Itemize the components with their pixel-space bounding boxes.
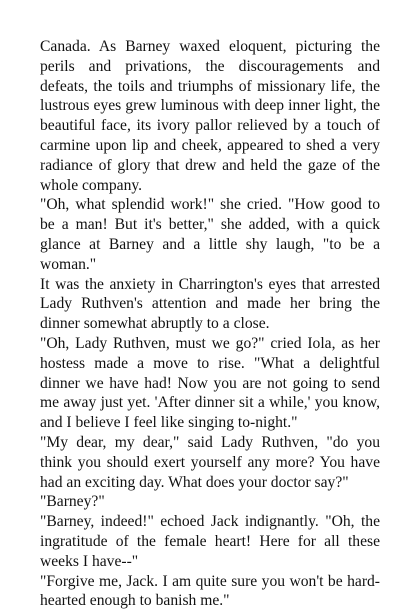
paragraph: "Oh, Lady Ruthven, must we go?" cried Iola, as her hostess made a move to rise. "What a delightful dinner we have had! Now you are not going to send me away just yet. 'After dinner sit a while,' you know, and I believe I feel like singing to-night."	[40, 334, 380, 432]
paragraph: "Barney, indeed!" echoed Jack indignantly. "Oh, the ingratitude of the female heart! Here for all these weeks I have--"	[40, 513, 380, 570]
page-text	[40, 37, 380, 611]
paragraph: Canada. As Barney waxed eloquent, picturing the perils and privations, the discouragements and defeats, the toils and triumphs of missionary life, the lustrous eyes grew luminous with deep inner light, the beautiful face, its ivory pallor relieved by a touch of carmine upon lip and cheek, appeared to shed a very radiance of glory that drew and held the gaze of the whole company.	[40, 38, 380, 194]
paragraph: "Oh, what splendid work!" she cried. "How good to be a man! But it's better," she added, with a quick glance at Barney and a little shy laugh, "to be a woman."	[40, 196, 380, 273]
paragraph: It was the anxiety in Charrington's eyes that arrested Lady Ruthven's attention and made her bring the dinner somewhat abruptly to a close.	[40, 275, 380, 333]
paragraph: "Forgive me, Jack. I am quite sure you won't be hard-hearted enough to banish me."	[40, 572, 380, 610]
paragraph: "Barney?"	[40, 493, 105, 511]
paragraph: "My dear, my dear," said Lady Ruthven, "do you think you should exert yourself any more? You have had an exciting day. What does your doctor say?"	[40, 433, 380, 491]
